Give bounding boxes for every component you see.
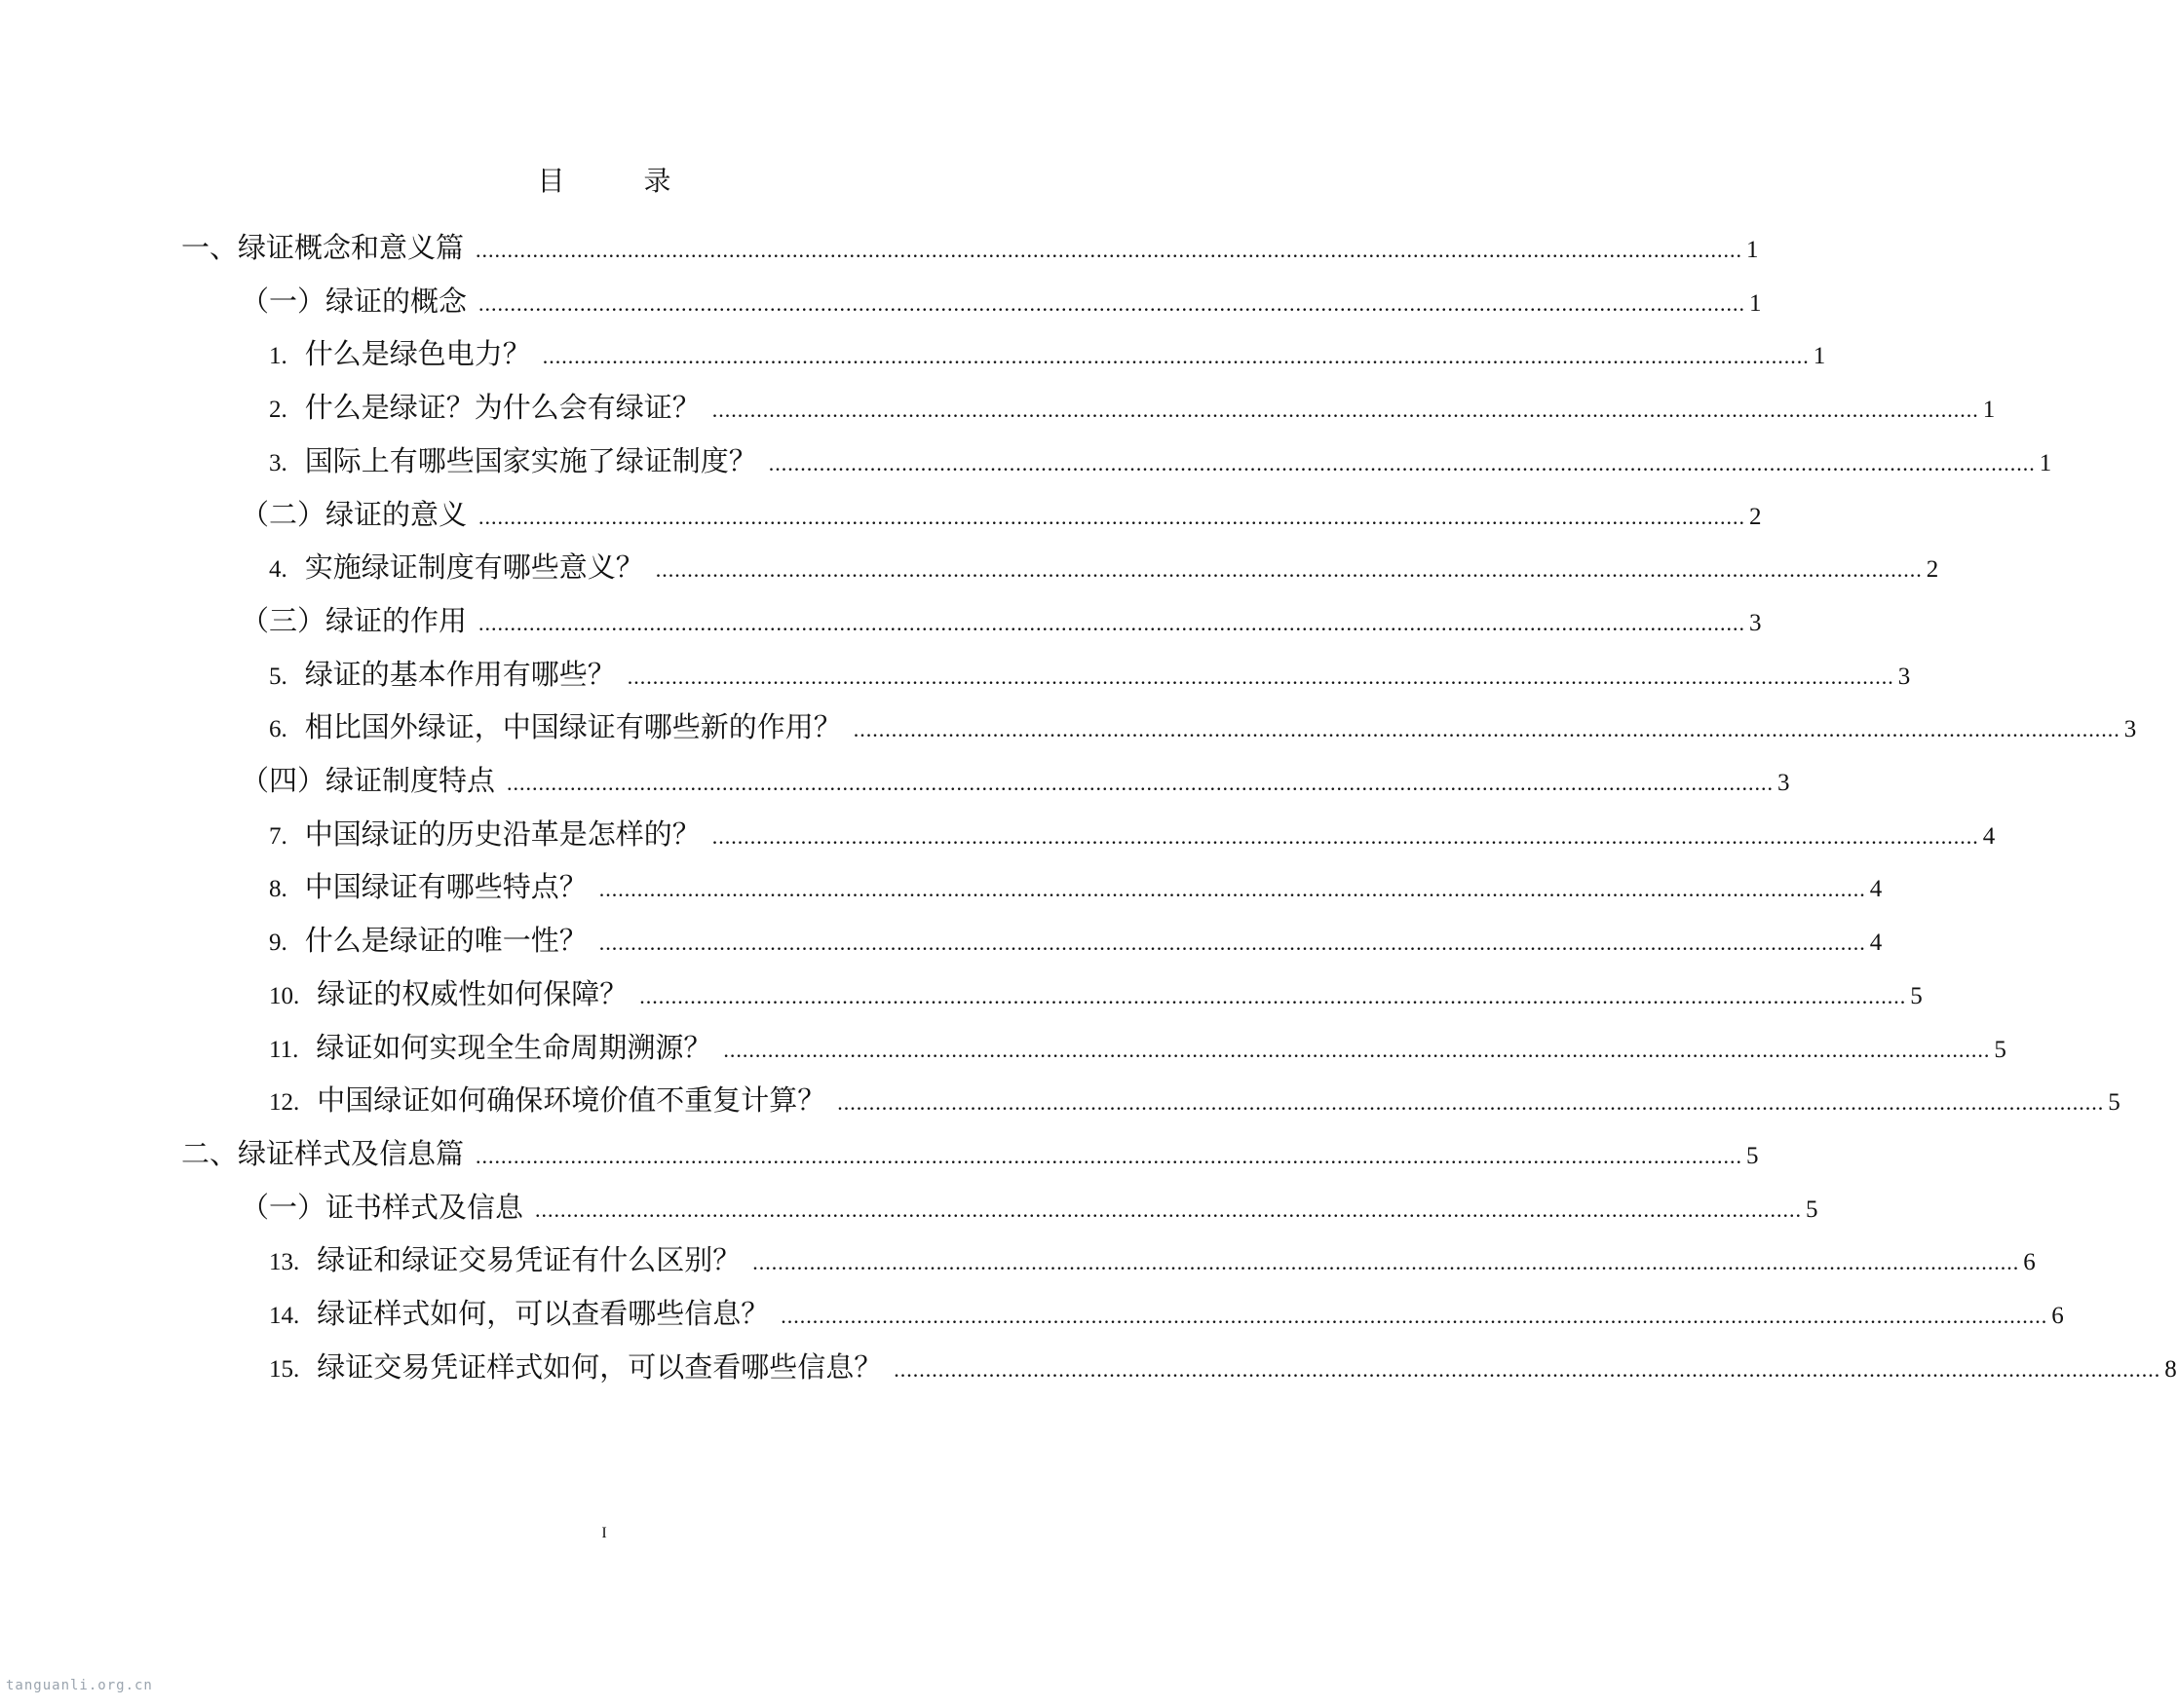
toc-entry-page: 5 bbox=[2108, 1089, 2120, 1117]
dot-leader: ........................................................................................................................................................................................................ bbox=[711, 823, 1979, 849]
toc-entry-page: 3 bbox=[2123, 716, 2137, 743]
toc-entry[interactable] bbox=[0, 1238, 2036, 1277]
dot-leader: ........................................................................................................................................................................................................ bbox=[535, 1196, 1803, 1222]
toc-entry-page: 3 bbox=[1749, 609, 1762, 636]
toc-entry-page: 6 bbox=[2051, 1303, 2064, 1329]
toc-entry[interactable] bbox=[0, 1132, 1759, 1171]
page-title: 目 录 bbox=[537, 165, 707, 197]
toc-entry-page: 4 bbox=[1869, 930, 1883, 957]
toc-entry-number: 7. bbox=[269, 822, 287, 850]
toc-entry-number: 14. bbox=[269, 1303, 300, 1329]
toc-entry-number: 13. bbox=[269, 1249, 300, 1276]
watermark-text: tanguanli.org.cn bbox=[6, 1678, 153, 1693]
dot-leader: ........................................................................................................................................................................................................ bbox=[598, 877, 1866, 902]
toc-entry[interactable] bbox=[0, 1026, 2006, 1065]
toc-entry-title: 绿证样式如何，可以查看哪些信息？ bbox=[317, 1297, 770, 1330]
toc-entry-page: 2 bbox=[1926, 556, 1939, 584]
dot-leader: ........................................................................................................................................................................................................ bbox=[894, 1356, 2161, 1382]
toc-entry-title: 相比国外绿证，中国绿证有哪些新的作用？ bbox=[304, 710, 842, 744]
toc-entry[interactable] bbox=[0, 332, 1826, 371]
dot-leader: ........................................................................................................................................................................................................ bbox=[478, 610, 1746, 635]
toc-entry-number: 4. bbox=[269, 556, 287, 584]
toc-entry[interactable] bbox=[0, 1292, 2064, 1331]
toc-entry-page: 4 bbox=[1982, 822, 1996, 850]
toc-entry-page: 1 bbox=[2039, 449, 2052, 476]
dot-leader: ........................................................................................................................................................................................................ bbox=[478, 504, 1746, 529]
toc-entry-page: 5 bbox=[1910, 982, 1923, 1009]
toc-entry[interactable] bbox=[0, 226, 1759, 265]
toc-entry-page: 6 bbox=[2023, 1249, 2036, 1276]
toc-entry-title: 国际上有哪些国家实施了绿证制度？ bbox=[304, 443, 757, 477]
toc-entry[interactable] bbox=[0, 653, 1911, 692]
toc-entry-title: （一）绿证的概念 bbox=[241, 284, 468, 318]
toc-entry-number: 5. bbox=[269, 663, 287, 690]
toc-entry-number: 3. bbox=[269, 449, 287, 476]
toc-entry-title: 一、绿证概念和意义篇 bbox=[181, 231, 465, 264]
toc-entry[interactable] bbox=[0, 705, 2137, 744]
toc-entry-number: 8. bbox=[269, 876, 287, 903]
toc-entry[interactable] bbox=[0, 493, 1762, 532]
toc-entry[interactable] bbox=[0, 439, 2052, 478]
toc-entry[interactable] bbox=[0, 813, 1996, 852]
dot-leader: ........................................................................................................................................................................................................ bbox=[837, 1090, 2105, 1116]
toc-entry-page: 3 bbox=[1897, 663, 1911, 690]
toc-entry-page: 5 bbox=[1806, 1196, 1818, 1223]
toc-entry[interactable] bbox=[0, 1346, 2177, 1385]
dot-leader: ........................................................................................................................................................................................................ bbox=[752, 1250, 2020, 1275]
dot-leader: ........................................................................................................................................................................................................ bbox=[476, 238, 1743, 262]
toc-entry-number: 1. bbox=[269, 343, 287, 370]
dot-leader: ........................................................................................................................................................................................................ bbox=[639, 983, 1907, 1008]
toc-entry-page: 5 bbox=[1994, 1036, 2006, 1063]
toc-entry-page: 1 bbox=[1813, 343, 1826, 370]
toc-entry-title: 二、绿证样式及信息篇 bbox=[181, 1136, 465, 1170]
toc-entry-number: 10. bbox=[269, 982, 300, 1009]
toc-entry-number: 9. bbox=[269, 930, 287, 957]
dot-leader: ........................................................................................................................................................................................................ bbox=[476, 1143, 1743, 1168]
toc-entry-title: 实施绿证制度有哪些意义？ bbox=[304, 550, 644, 585]
dot-leader: ........................................................................................................................................................................................................ bbox=[598, 930, 1866, 956]
toc-entry-page: 3 bbox=[1777, 770, 1790, 796]
dot-leader: ........................................................................................................................................................................................................ bbox=[768, 450, 2036, 475]
toc-entry-title: 什么是绿色电力？ bbox=[304, 337, 531, 371]
toc-entry-title: 什么是绿证？为什么会有绿证？ bbox=[304, 391, 701, 425]
toc-entry-title: 绿证的权威性如何保障？ bbox=[317, 976, 629, 1010]
toc-entry-number: 2. bbox=[269, 397, 287, 424]
toc-entry-title: （三）绿证的作用 bbox=[241, 603, 468, 637]
toc-entry[interactable] bbox=[0, 386, 1996, 425]
toc-entry-number: 11. bbox=[269, 1036, 299, 1063]
toc-entry[interactable] bbox=[0, 759, 1790, 798]
toc-entry-title: 绿证的基本作用有哪些？ bbox=[304, 657, 616, 691]
dot-leader: ........................................................................................................................................................................................................ bbox=[711, 398, 1979, 423]
toc-entry-title: 中国绿证有哪些特点？ bbox=[304, 870, 588, 904]
toc-entry[interactable] bbox=[0, 865, 1883, 904]
dot-leader: ........................................................................................................................................................................................................ bbox=[723, 1037, 1991, 1062]
toc-entry-title: 绿证如何实现全生命周期溯源？ bbox=[316, 1030, 712, 1064]
toc-entry-title: （四）绿证制度特点 bbox=[241, 764, 496, 797]
toc-entry-page: 1 bbox=[1749, 289, 1762, 317]
toc-entry[interactable] bbox=[0, 546, 1939, 585]
dot-leader: ........................................................................................................................................................................................................ bbox=[507, 771, 1775, 795]
toc-entry-page: 1 bbox=[1982, 397, 1996, 424]
dot-leader: ........................................................................................................................................................................................................ bbox=[781, 1304, 2048, 1328]
toc-entry-page: 1 bbox=[1746, 237, 1759, 263]
toc-entry-title: 中国绿证如何确保环境价值不重复计算？ bbox=[317, 1083, 826, 1118]
toc-entry-title: （一）证书样式及信息 bbox=[241, 1190, 524, 1224]
toc-entry-number: 6. bbox=[269, 716, 287, 743]
toc-entry[interactable] bbox=[0, 972, 1923, 1011]
toc-entry-page: 4 bbox=[1869, 876, 1883, 903]
toc-entry[interactable] bbox=[0, 1186, 1818, 1225]
toc-entry-page: 5 bbox=[1746, 1142, 1759, 1169]
dot-leader: ........................................................................................................................................................................................................ bbox=[478, 290, 1746, 316]
toc-entry-page: 8 bbox=[2164, 1355, 2177, 1383]
toc-entry-title: 绿证交易凭证样式如何，可以查看哪些信息？ bbox=[317, 1349, 883, 1384]
toc-entry-page: 2 bbox=[1749, 503, 1762, 530]
toc-entry-number: 12. bbox=[269, 1089, 300, 1117]
dot-leader: ........................................................................................................................................................................................................ bbox=[655, 557, 1923, 583]
dot-leader: ........................................................................................................................................................................................................ bbox=[627, 664, 1894, 689]
dot-leader: ........................................................................................................................................................................................................ bbox=[542, 344, 1810, 369]
toc-entry-title: 什么是绿证的唯一性？ bbox=[304, 924, 588, 958]
toc-entry-title: 中国绿证的历史沿革是怎样的？ bbox=[304, 816, 701, 851]
toc-entry[interactable] bbox=[0, 919, 1883, 958]
toc-entry-title: （二）绿证的意义 bbox=[241, 497, 468, 531]
toc-entry-number: 15. bbox=[269, 1355, 300, 1383]
toc-entry-title: 绿证和绿证交易凭证有什么区别？ bbox=[317, 1243, 742, 1277]
toc-entry[interactable] bbox=[0, 1079, 2120, 1118]
footer-page-number: I bbox=[601, 1525, 607, 1541]
toc-entry[interactable] bbox=[0, 599, 1762, 638]
toc-entry[interactable] bbox=[0, 280, 1762, 319]
dot-leader: ........................................................................................................................................................................................................ bbox=[853, 717, 2120, 742]
